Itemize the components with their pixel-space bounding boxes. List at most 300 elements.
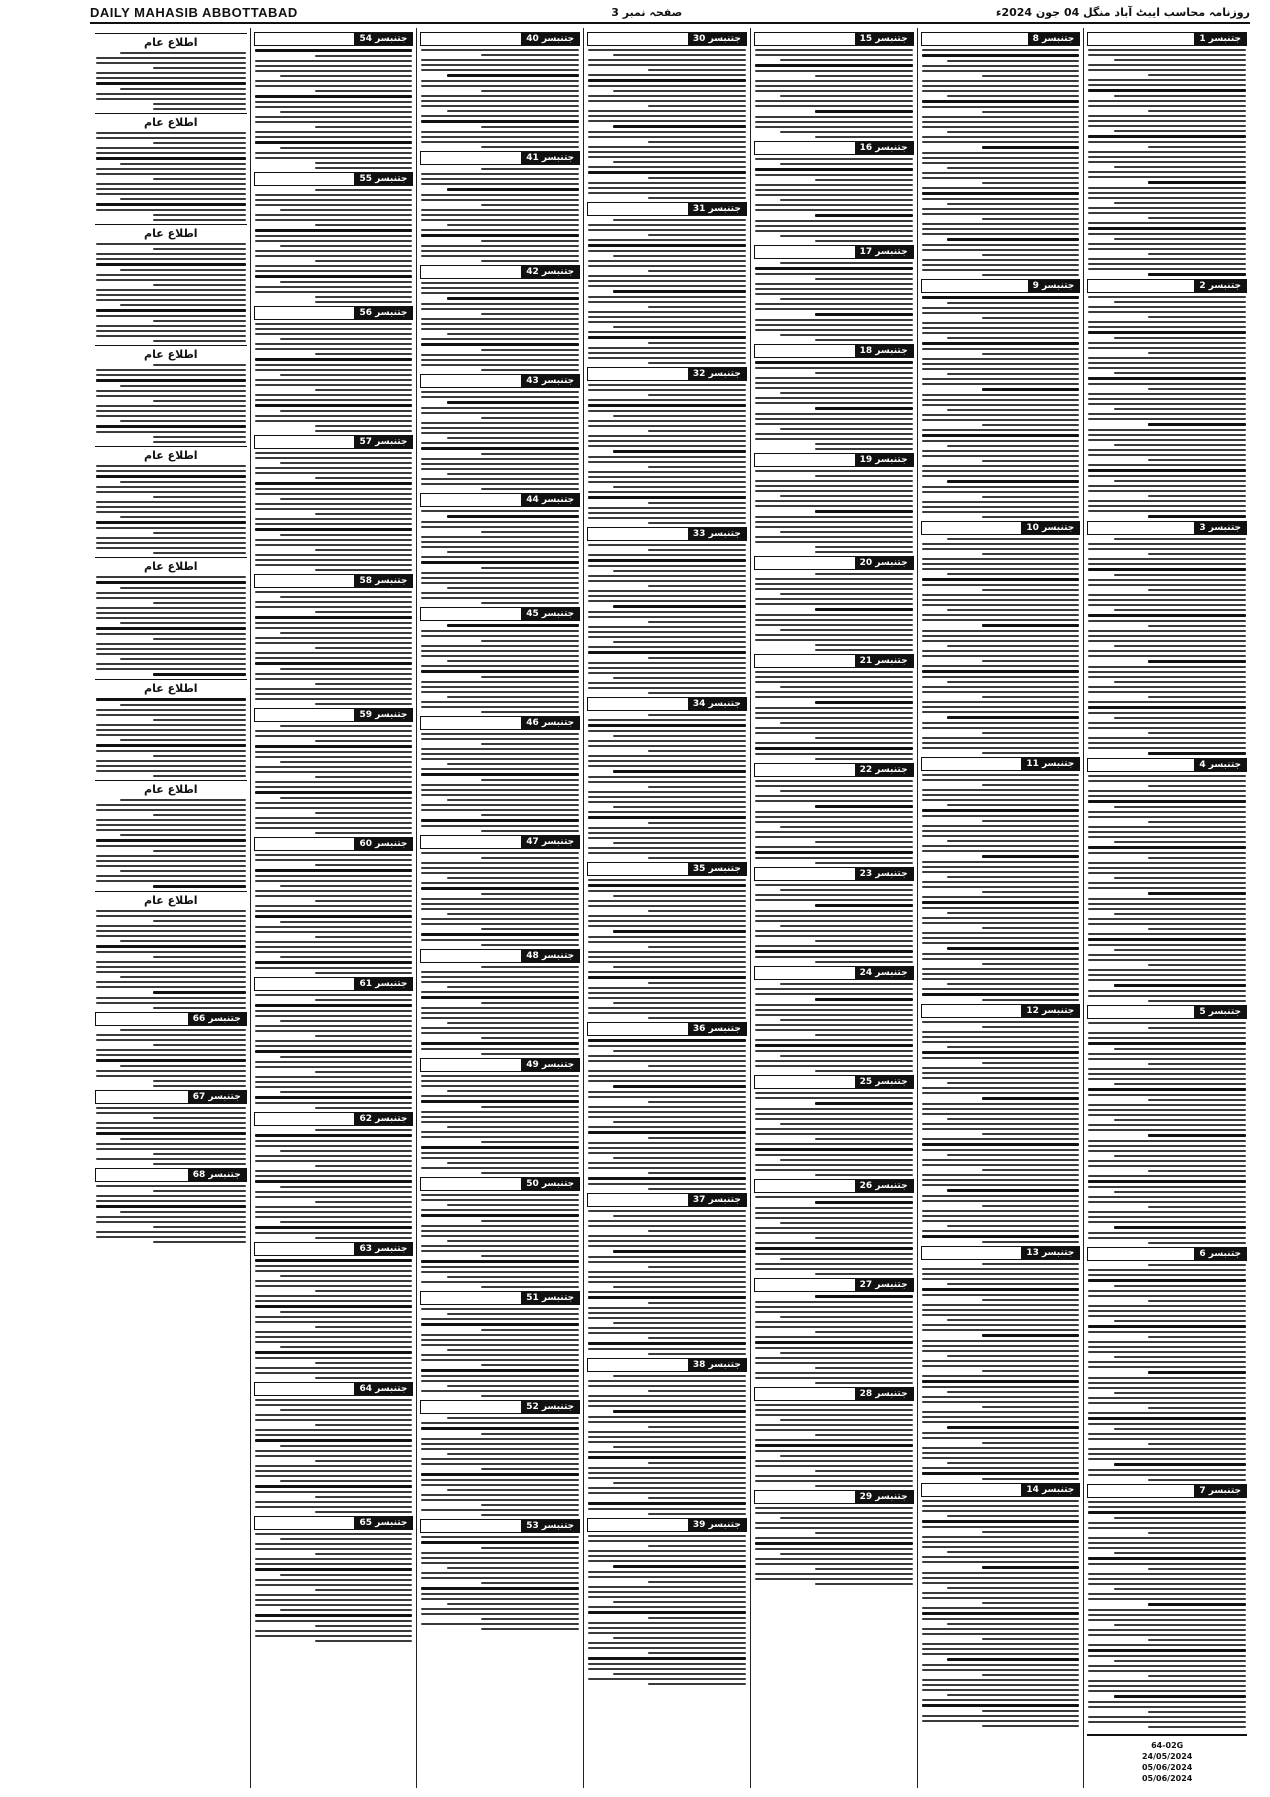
ad-body-text: [1087, 49, 1247, 276]
classified-ad: [1087, 279, 1247, 518]
ad-number-badge: جتنبسر 65: [354, 1517, 412, 1529]
classified-ad: [254, 172, 414, 303]
ad-number-header: [254, 172, 414, 186]
public-notice-heading: اطلاع عام: [95, 224, 247, 240]
classified-ad: [921, 1246, 1081, 1480]
ad-number-header: [254, 32, 414, 46]
ad-body-text: [254, 452, 414, 571]
classified-ad: [587, 697, 747, 859]
ad-number-header: [420, 1519, 580, 1533]
classified-ad: [420, 32, 580, 148]
column-3: [750, 28, 917, 1788]
ad-number-header: [254, 306, 414, 320]
classified-ad: [921, 32, 1081, 276]
ad-number-badge: جتنبسر 42: [521, 266, 579, 278]
ad-body-text: [420, 168, 580, 262]
ad-body-text: [754, 158, 914, 242]
ad-body-text: [254, 591, 414, 705]
ad-number-header: [1087, 279, 1247, 293]
classified-ad: [420, 151, 580, 262]
classified-ad: [754, 245, 914, 341]
ad-body-text: [587, 879, 747, 1019]
ad-number-badge: جتنبسر 58: [354, 575, 412, 587]
court-notice-line: 64-02G: [1151, 1741, 1184, 1750]
ad-number-badge: جتنبسر 34: [688, 698, 746, 710]
ad-body-text: [754, 262, 914, 341]
ad-number-badge: جتنبسر 48: [521, 950, 579, 962]
classified-ad: [587, 1022, 747, 1190]
ad-number-header: [754, 245, 914, 259]
classified-ad: [420, 607, 580, 713]
ad-body-text: [95, 52, 247, 110]
ad-number-badge: جتنبسر 38: [688, 1359, 746, 1371]
ad-number-badge: جتنبسر 67: [188, 1091, 246, 1103]
ad-number-badge: جتنبسر 17: [855, 246, 913, 258]
ad-body-text: [587, 219, 747, 364]
page-label: صفحہ نمبر 3: [611, 5, 683, 19]
ad-body-text: [1087, 775, 1247, 1002]
ad-number-badge: جتنبسر 11: [1021, 758, 1079, 770]
ad-body-text: [420, 391, 580, 490]
ad-number-header: [1087, 32, 1247, 46]
ad-number-badge: جتنبسر 6: [1194, 1248, 1246, 1260]
ad-number-badge: جتنبسر 20: [855, 557, 913, 569]
ad-number-badge: جتنبسر 54: [354, 33, 412, 45]
public-notice-heading: اطلاع عام: [95, 113, 247, 129]
ad-body-text: [254, 994, 414, 1109]
public-notice-heading: اطلاع عام: [95, 345, 247, 361]
ad-number-header: [420, 1058, 580, 1072]
column-2: [917, 28, 1084, 1788]
ad-number-header: [420, 1291, 580, 1305]
ad-number-header: [254, 837, 414, 851]
ad-number-badge: جتنبسر 10: [1021, 522, 1079, 534]
ad-body-text: [754, 1295, 914, 1384]
classified-ad: [921, 279, 1081, 518]
ad-body-text: [95, 698, 247, 777]
classified-columns: [92, 28, 1250, 1788]
ad-number-badge: جتنبسر 40: [521, 33, 579, 45]
ad-number-header: [754, 1490, 914, 1504]
classified-ad: [254, 435, 414, 571]
ad-body-text: [254, 854, 414, 974]
ad-number-header: [587, 862, 747, 876]
ad-number-badge: جتنبسر 31: [688, 203, 746, 215]
classified-ad: [587, 1193, 747, 1355]
ad-body-text: [95, 910, 247, 1009]
ad-body-text: [1087, 1022, 1247, 1244]
ad-body-text: [95, 799, 247, 888]
classified-ad: [420, 1058, 580, 1174]
classified-ad: [754, 763, 914, 864]
ad-body-text: [921, 1021, 1081, 1243]
ad-body-text: [1087, 296, 1247, 518]
ad-number-badge: جتنبسر 28: [855, 1388, 913, 1400]
ad-body-text: [754, 671, 914, 760]
ad-number-header: [420, 949, 580, 963]
ad-number-header: [754, 1278, 914, 1292]
ad-body-text: [754, 49, 914, 138]
ad-body-text: [921, 538, 1081, 754]
paper-name: DAILY MAHASIB ABBOTTABAD: [90, 4, 298, 20]
ad-body-text: [754, 1092, 914, 1176]
ad-body-text: [420, 1194, 580, 1288]
ad-number-header: [420, 493, 580, 507]
classified-ad: [754, 1179, 914, 1275]
classified-ad: [420, 1177, 580, 1288]
ad-number-badge: جتنبسر 35: [688, 863, 746, 875]
classified-ad: [921, 757, 1081, 1001]
public-notice-heading: اطلاع عام: [95, 557, 247, 573]
ad-number-header: [921, 757, 1081, 771]
classified-ad: [420, 1519, 580, 1630]
ad-number-header: [420, 1177, 580, 1191]
ad-number-header: [1087, 1005, 1247, 1019]
ad-number-badge: جتنبسر 63: [354, 1243, 412, 1255]
ad-number-badge: جتنبسر 66: [188, 1013, 246, 1025]
ad-number-badge: جتنبسر 4: [1194, 759, 1246, 771]
ad-body-text: [254, 323, 414, 432]
classified-ad: [1087, 758, 1247, 1002]
column-1: [1083, 28, 1250, 1788]
classified-ad: [754, 556, 914, 651]
classified-ad: [420, 493, 580, 604]
ad-number-badge: جتنبسر 60: [354, 838, 412, 850]
ad-number-badge: جتنبسر 18: [855, 345, 913, 357]
classified-ad: [420, 949, 580, 1055]
ad-number-header: [754, 344, 914, 358]
ad-number-header: [921, 279, 1081, 293]
ad-number-header: [254, 1112, 414, 1126]
classified-ad: [420, 1400, 580, 1516]
ad-body-text: [587, 49, 747, 199]
ad-number-badge: جتنبسر 21: [855, 655, 913, 667]
ad-number-header: [754, 1387, 914, 1401]
ad-number-header: [420, 835, 580, 849]
ad-number-badge: جتنبسر 25: [855, 1076, 913, 1088]
ad-number-header: [754, 763, 914, 777]
ad-number-badge: جتنبسر 37: [688, 1194, 746, 1206]
classified-ad: [754, 453, 914, 553]
classified-ad: [95, 1012, 247, 1087]
ad-body-text: [95, 576, 247, 676]
ad-number-header: [754, 556, 914, 570]
ad-body-text: [587, 384, 747, 524]
ad-number-header: [921, 32, 1081, 46]
ad-number-badge: جتنبسر 2: [1194, 280, 1246, 292]
ad-number-badge: جتنبسر 53: [521, 1520, 579, 1532]
ad-number-header: [587, 1358, 747, 1372]
ad-number-header: [754, 1179, 914, 1193]
ad-number-badge: جتنبسر 50: [521, 1178, 579, 1190]
classified-ad: [587, 862, 747, 1019]
ad-number-header: [754, 867, 914, 881]
classified-ad: [254, 708, 414, 834]
ad-body-text: [921, 296, 1081, 518]
classified-ad: [587, 1518, 747, 1685]
ad-number-header: [587, 367, 747, 381]
court-notice-line: 05/06/2024: [1141, 1763, 1193, 1772]
ad-body-text: [420, 1308, 580, 1397]
ad-number-badge: جتنبسر 68: [188, 1169, 246, 1181]
ad-number-badge: جتنبسر 44: [521, 494, 579, 506]
ad-body-text: [420, 1075, 580, 1174]
ad-number-header: [254, 435, 414, 449]
ad-body-text: [921, 49, 1081, 276]
ad-number-badge: جتنبسر 30: [688, 33, 746, 45]
ad-body-text: [420, 1417, 580, 1516]
ad-number-badge: جتنبسر 3: [1194, 522, 1246, 534]
classified-ad: [921, 1483, 1081, 1727]
ad-body-text: [754, 780, 914, 864]
public-notice-heading: اطلاع عام: [95, 446, 247, 462]
ad-number-badge: جتنبسر 61: [354, 978, 412, 990]
ad-body-text: [95, 1107, 247, 1165]
ad-number-badge: جتنبسر 39: [688, 1519, 746, 1531]
ad-number-badge: جتنبسر 8: [1028, 33, 1080, 45]
classified-ad: [754, 867, 914, 963]
classified-ad: [254, 1382, 414, 1513]
ad-body-text: [420, 852, 580, 946]
ad-body-text: [754, 884, 914, 963]
ad-body-text: [1087, 1264, 1247, 1481]
classified-ad: [587, 527, 747, 694]
ad-number-header: [754, 966, 914, 980]
ad-number-badge: جتنبسر 64: [354, 1383, 412, 1395]
ad-number-header: [587, 1022, 747, 1036]
classified-ad: [254, 977, 414, 1109]
ad-number-header: [921, 1246, 1081, 1260]
classified-ad: [1087, 1247, 1247, 1481]
ad-number-badge: جتنبسر 52: [521, 1401, 579, 1413]
ad-body-text: [254, 189, 414, 303]
ad-body-text: [921, 1500, 1081, 1727]
classified-ad: [587, 1358, 747, 1515]
ad-number-badge: جتنبسر 32: [688, 368, 746, 380]
ad-number-badge: جتنبسر 29: [855, 1491, 913, 1503]
ad-body-text: [754, 573, 914, 651]
classified-ad: [754, 654, 914, 760]
ad-body-text: [587, 1535, 747, 1685]
classified-ad: [754, 141, 914, 242]
ad-number-header: [1087, 1484, 1247, 1498]
classified-ad: [1087, 521, 1247, 755]
ad-number-header: [1087, 1247, 1247, 1261]
ad-number-badge: جتنبسر 33: [688, 528, 746, 540]
ad-number-badge: جتنبسر 14: [1021, 1484, 1079, 1496]
ad-number-header: [587, 697, 747, 711]
ad-body-text: [420, 49, 580, 148]
ad-body-text: [420, 510, 580, 604]
ad-body-text: [587, 1210, 747, 1355]
ad-number-header: [420, 151, 580, 165]
ad-body-text: [254, 49, 414, 169]
classified-ad: [420, 716, 580, 832]
classified-ad: [587, 32, 747, 199]
ad-body-text: [95, 1029, 247, 1087]
ad-number-header: [420, 374, 580, 388]
public-notice-heading: اطلاع عام: [95, 780, 247, 796]
ad-number-badge: جتنبسر 19: [855, 454, 913, 466]
masthead: [90, 2, 1250, 24]
ad-number-header: [587, 527, 747, 541]
ad-number-header: [254, 1382, 414, 1396]
ad-body-text: [254, 1399, 414, 1513]
ad-number-header: [420, 32, 580, 46]
ad-body-text: [754, 983, 914, 1072]
ad-number-header: [420, 265, 580, 279]
court-notice-line: 05/06/2024: [1141, 1774, 1193, 1783]
classified-ad: [1087, 1005, 1247, 1244]
ad-number-badge: جتنبسر 7: [1194, 1485, 1246, 1497]
ad-number-badge: جتنبسر 24: [855, 967, 913, 979]
public-notices-column: [92, 28, 250, 1788]
ad-body-text: [254, 1259, 414, 1379]
ad-body-text: [95, 132, 247, 221]
ad-body-text: [95, 364, 247, 443]
ad-body-text: [1087, 538, 1247, 755]
ad-body-text: [95, 465, 247, 554]
court-notice-line: 24/05/2024: [1141, 1752, 1193, 1761]
classified-ad: [420, 835, 580, 946]
classified-ad: [754, 344, 914, 450]
ad-number-header: [1087, 758, 1247, 772]
ad-body-text: [754, 1404, 914, 1487]
classified-ad: [420, 1291, 580, 1397]
ad-number-header: [587, 32, 747, 46]
ad-number-badge: جتنبسر 27: [855, 1279, 913, 1291]
ad-number-header: [254, 574, 414, 588]
ad-number-badge: جتنبسر 56: [354, 307, 412, 319]
ad-number-badge: جتنبسر 62: [354, 1113, 412, 1125]
ad-number-badge: جتنبسر 41: [521, 152, 579, 164]
ad-number-badge: جتنبسر 55: [354, 173, 412, 185]
ad-number-header: [587, 1193, 747, 1207]
ad-number-header: [254, 708, 414, 722]
ad-number-badge: جتنبسر 12: [1021, 1005, 1079, 1017]
ad-number-badge: جتنبسر 59: [354, 709, 412, 721]
ad-body-text: [420, 733, 580, 832]
classified-ad: [254, 306, 414, 432]
ad-body-text: [95, 243, 247, 342]
classified-ad: [754, 1278, 914, 1384]
ad-body-text: [420, 624, 580, 713]
classified-ad: [754, 1490, 914, 1585]
ad-body-text: [254, 725, 414, 834]
ad-number-badge: جتنبسر 43: [521, 375, 579, 387]
ad-number-header: [921, 1004, 1081, 1018]
ad-number-header: [1087, 521, 1247, 535]
ad-number-badge: جتنبسر 5: [1194, 1006, 1246, 1018]
classified-ad: [254, 32, 414, 169]
ad-body-text: [754, 361, 914, 450]
ad-number-header: [921, 521, 1081, 535]
ad-number-badge: جتنبسر 46: [521, 717, 579, 729]
ad-number-header: [420, 607, 580, 621]
classified-ad: [754, 1387, 914, 1487]
classified-ad: [95, 1168, 247, 1243]
ad-number-badge: جتنبسر 13: [1021, 1247, 1079, 1259]
ad-number-header: [254, 1516, 414, 1530]
ad-body-text: [420, 1536, 580, 1630]
ad-body-text: [587, 544, 747, 694]
ad-number-header: [754, 32, 914, 46]
classified-ad: [921, 1004, 1081, 1243]
ad-number-badge: جتنبسر 16: [855, 142, 913, 154]
ad-body-text: [754, 1196, 914, 1275]
ad-body-text: [921, 1263, 1081, 1480]
column-4: [583, 28, 750, 1788]
ad-number-header: [587, 202, 747, 216]
ad-body-text: [754, 1507, 914, 1585]
ad-body-text: [921, 774, 1081, 1001]
classified-ad: [587, 202, 747, 364]
classified-ad: [95, 1090, 247, 1165]
date-line: روزنامہ محاسب ایبٹ آباد منگل 04 جون 2024ء: [995, 5, 1250, 19]
ad-body-text: [95, 1185, 247, 1243]
ad-number-badge: جتنبسر 1: [1194, 33, 1246, 45]
classified-ad: [754, 966, 914, 1072]
ad-number-header: [95, 1168, 247, 1182]
ad-number-header: [95, 1012, 247, 1026]
ad-number-header: [754, 654, 914, 668]
ad-number-badge: جتنبسر 22: [855, 764, 913, 776]
ad-number-badge: جتنبسر 23: [855, 868, 913, 880]
ad-number-header: [95, 1090, 247, 1104]
ad-body-text: [587, 714, 747, 859]
classified-ad: [754, 32, 914, 138]
ad-body-text: [587, 1039, 747, 1190]
ad-number-header: [754, 141, 914, 155]
ad-body-text: [420, 966, 580, 1055]
ad-number-header: [420, 716, 580, 730]
ad-body-text: [754, 470, 914, 553]
classified-ad: [254, 837, 414, 974]
ad-number-badge: جتنبسر 9: [1028, 280, 1080, 292]
classified-ad: [1087, 1484, 1247, 1728]
classified-ad: [1087, 32, 1247, 276]
ad-body-text: [254, 1129, 414, 1239]
ad-number-header: [754, 1075, 914, 1089]
ad-number-header: [420, 1400, 580, 1414]
ad-number-header: [921, 1483, 1081, 1497]
ad-number-badge: جتنبسر 36: [688, 1023, 746, 1035]
classified-ad: [254, 574, 414, 705]
court-notice: [1087, 1734, 1247, 1783]
ad-number-badge: جتنبسر 51: [521, 1292, 579, 1304]
classified-ad: [420, 265, 580, 371]
classified-ad: [420, 374, 580, 490]
ad-number-header: [254, 977, 414, 991]
ad-number-badge: جتنبسر 45: [521, 608, 579, 620]
public-notice-heading: اطلاع عام: [95, 679, 247, 695]
ad-body-text: [1087, 1501, 1247, 1728]
ad-number-badge: جتنبسر 15: [855, 33, 913, 45]
classified-ad: [587, 367, 747, 524]
ad-number-header: [254, 1242, 414, 1256]
classified-ad: [254, 1112, 414, 1239]
ad-number-header: [587, 1518, 747, 1532]
classified-ad: [254, 1242, 414, 1379]
classified-ad: [921, 521, 1081, 754]
classified-ad: [754, 1075, 914, 1176]
ad-number-badge: جتنبسر 49: [521, 1059, 579, 1071]
ad-body-text: [254, 1533, 414, 1642]
ad-number-badge: جتنبسر 47: [521, 836, 579, 848]
public-notice-heading: اطلاع عام: [95, 33, 247, 49]
classified-ad: [254, 1516, 414, 1642]
ad-number-badge: جتنبسر 57: [354, 436, 412, 448]
